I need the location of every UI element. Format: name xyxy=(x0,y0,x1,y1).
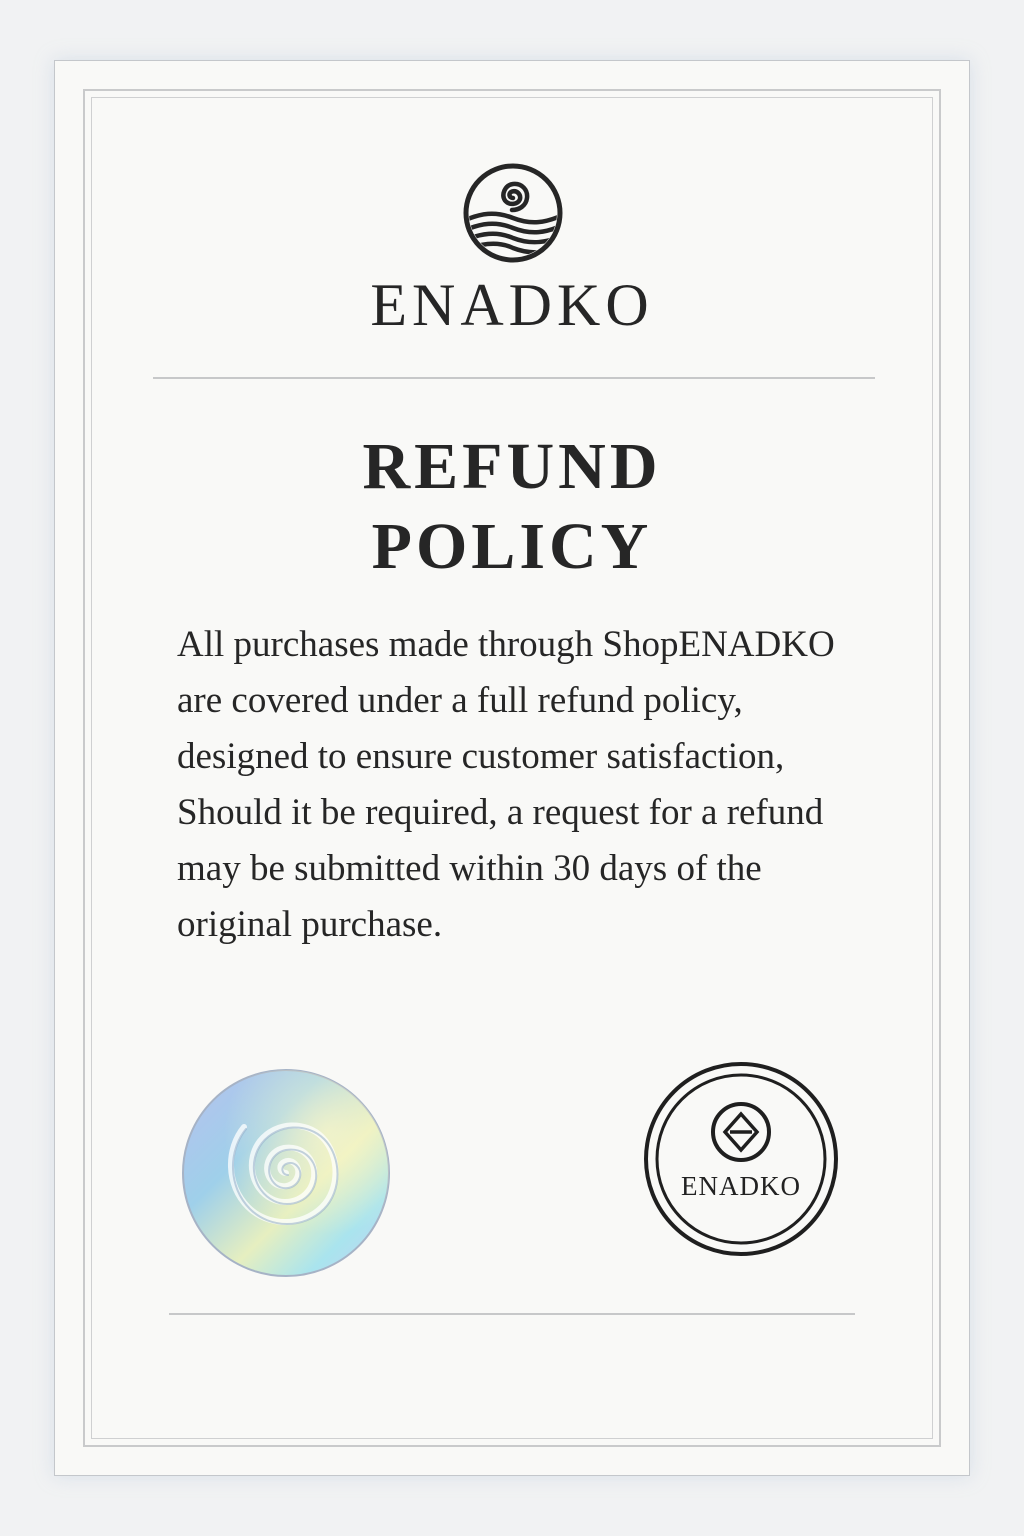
diamond-emblem-icon xyxy=(710,1101,772,1163)
page-title xyxy=(55,427,969,587)
stamp-brand-text: ENADKO xyxy=(681,1171,801,1201)
title-line-1: REFUND xyxy=(362,430,662,503)
brand-name: ENADKO xyxy=(370,272,654,338)
refund-policy-card xyxy=(54,60,970,1476)
top-divider xyxy=(153,377,875,379)
enadko-stamp xyxy=(643,1061,839,1257)
title-line-2: POLICY xyxy=(371,510,653,583)
holographic-spiral-seal-icon xyxy=(180,1067,392,1279)
policy-body-text: All purchases made through ShopENADKO are covered under a full refund policy, designed to ensure customer satisfaction, Should it be required, a request for a refund may be submitted within 30 days of the original purchase. xyxy=(177,624,835,945)
bottom-divider xyxy=(169,1313,855,1315)
spiral-over-waves-logo-icon xyxy=(463,163,563,263)
